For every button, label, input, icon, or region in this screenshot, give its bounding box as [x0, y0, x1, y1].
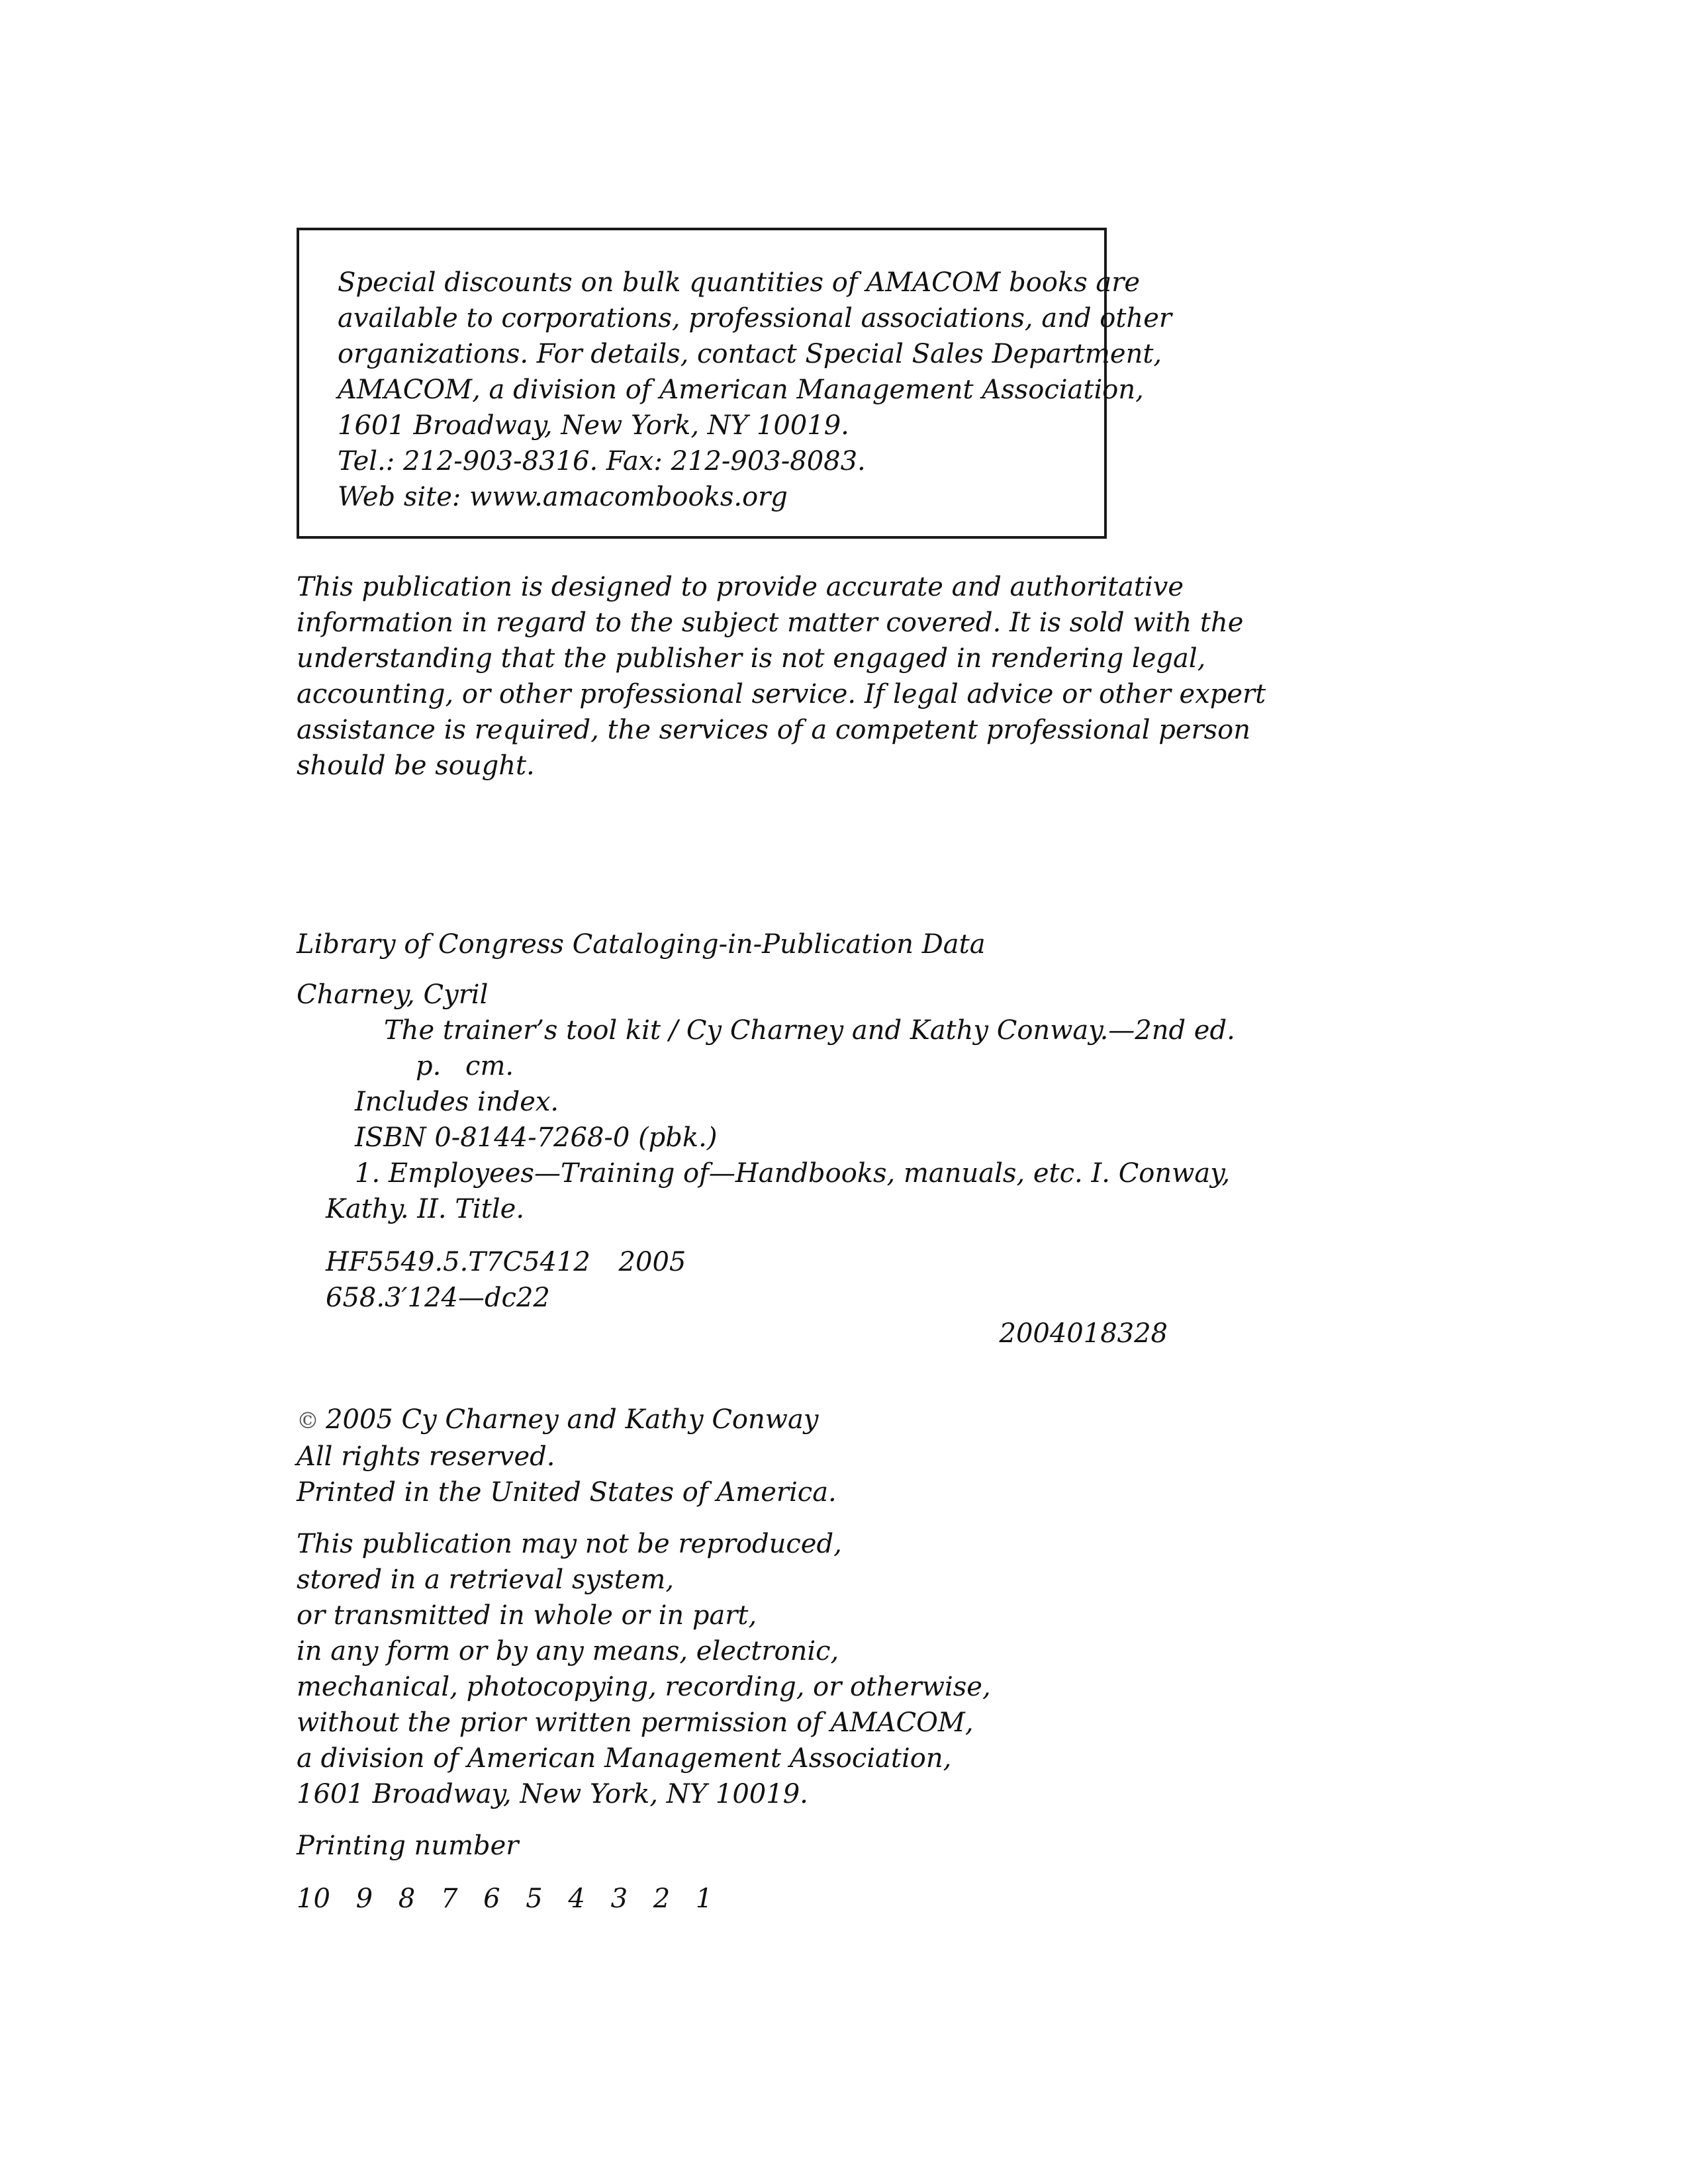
reproduction-line: stored in a retrieval system, — [297, 1565, 675, 1595]
cip-lccn: 2004018328 — [999, 1318, 1168, 1349]
notice-line: 1601 Broadway, New York, NY 10019. — [338, 410, 849, 441]
rights-block — [297, 1402, 837, 1510]
notice-line: Tel.: 212-903-8316. Fax: 212-903-8083. — [338, 446, 866, 477]
disclaimer-line: accounting, or other professional service. If legal advice or other expert — [297, 679, 1266, 709]
cip-isbn: ISBN 0-8144-7268-0 (pbk.) — [355, 1122, 718, 1153]
rights-reserved: All rights reserved. — [297, 1441, 555, 1472]
disclaimer-line: This publication is designed to provide accurate and authoritative — [297, 572, 1184, 602]
reproduction-notice — [297, 1526, 991, 1812]
legal-disclaimer — [297, 569, 1266, 784]
copyright-icon: © — [297, 1408, 319, 1434]
reproduction-line: 1601 Broadway, New York, NY 10019. — [297, 1779, 808, 1809]
copyright-text: 2005 Cy Charney and Kathy Conway — [326, 1404, 819, 1435]
disclaimer-line: information in regard to the subject matter covered. It is sold with the — [297, 608, 1244, 638]
printing-number-sequence: 10 9 8 7 6 5 4 3 2 1 — [297, 1884, 713, 1914]
notice-line: available to corporations, professional associations, and other — [338, 303, 1172, 334]
cip-pagination: p. cm. — [416, 1051, 514, 1081]
disclaimer-line: understanding that the publisher is not engaged in rendering legal, — [297, 643, 1206, 674]
printing-number-label: Printing number — [297, 1831, 519, 1861]
reproduction-line: without the prior written permission of AMACOM, — [297, 1707, 974, 1738]
reproduction-line: in any form or by any means, electronic, — [297, 1636, 839, 1666]
cip-title-line: The trainer’s tool kit / Cy Charney and Kathy Conway.—2nd ed. — [384, 1015, 1235, 1046]
notice-line: organizations. For details, contact Special Sales Department, — [338, 339, 1162, 369]
notice-line: Special discounts on bulk quantities of AMACOM books are — [338, 267, 1141, 298]
copyright-line — [297, 1402, 837, 1439]
cip-index-note: Includes index. — [355, 1087, 559, 1117]
bulk-sales-notice-text — [338, 265, 1172, 515]
cip-subjects-line-1: 1. Employees—Training of—Handbooks, manuals, etc. I. Conway, — [355, 1158, 1231, 1189]
disclaimer-line: assistance is required, the services of a competent professional person — [297, 715, 1251, 745]
reproduction-line: a division of American Management Association, — [297, 1743, 952, 1774]
reproduction-line: or transmitted in whole or in part, — [297, 1600, 757, 1631]
cip-dewey-number: 658.3′124—dc22 — [326, 1283, 550, 1313]
reproduction-line: mechanical, photocopying, recording, or otherwise, — [297, 1672, 991, 1702]
bulk-sales-notice-box — [297, 228, 1172, 539]
cip-heading: Library of Congress Cataloging-in-Publication Data — [297, 929, 986, 960]
disclaimer-line: should be sought. — [297, 751, 535, 781]
cip-author: Charney, Cyril — [297, 979, 489, 1010]
printed-in: Printed in the United States of America. — [297, 1477, 837, 1508]
notice-line: AMACOM, a division of American Management Association, — [338, 375, 1144, 405]
notice-website-line: Web site: www.amacombooks.org — [338, 482, 788, 512]
cip-subjects-line-2: Kathy. II. Title. — [326, 1194, 525, 1224]
cip-lcc-number: HF5549.5.T7C5412 2005 — [326, 1247, 686, 1277]
reproduction-line: This publication may not be reproduced, — [297, 1529, 842, 1559]
